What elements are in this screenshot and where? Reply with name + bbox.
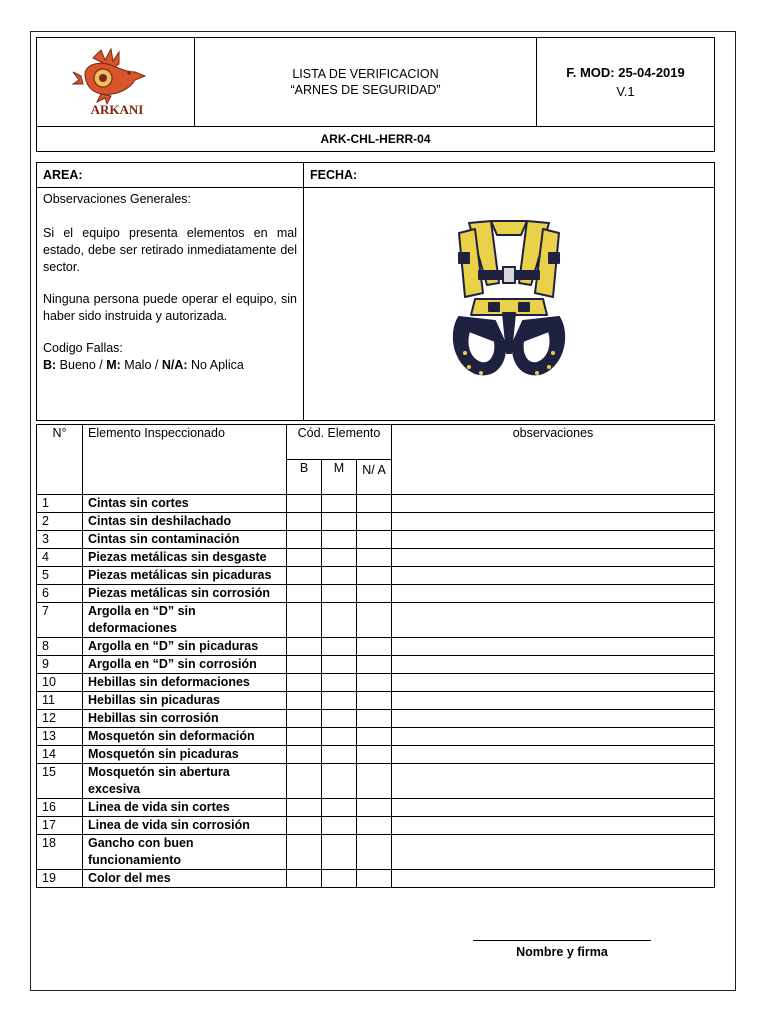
- row-element: Argolla en “D” sin corrosión: [83, 656, 287, 674]
- row-b-cell[interactable]: [287, 567, 322, 585]
- col-header-na: N/ A: [357, 460, 392, 495]
- row-element: Piezas metálicas sin picaduras: [83, 567, 287, 585]
- row-m-cell[interactable]: [322, 728, 357, 746]
- table-row: [37, 692, 715, 710]
- row-element: Linea de vida sin corrosión: [83, 817, 287, 835]
- row-m-cell[interactable]: [322, 513, 357, 531]
- row-b-cell[interactable]: [287, 799, 322, 817]
- row-m-cell[interactable]: [322, 835, 357, 870]
- row-na-cell[interactable]: [357, 567, 392, 585]
- signature-block: [472, 940, 652, 959]
- row-element: Argolla en “D” sin deformaciones: [83, 603, 287, 638]
- row-observations-cell[interactable]: [392, 870, 715, 888]
- row-element: Mosquetón sin abertura excesiva: [83, 764, 287, 799]
- row-number: 3: [37, 531, 83, 549]
- row-element: Piezas metálicas sin corrosión: [83, 585, 287, 603]
- row-na-cell[interactable]: [357, 531, 392, 549]
- row-m-cell[interactable]: [322, 710, 357, 728]
- code-b-text: Bueno /: [56, 358, 107, 372]
- row-m-cell[interactable]: [322, 746, 357, 764]
- table-row: [37, 674, 715, 692]
- row-m-cell[interactable]: [322, 656, 357, 674]
- table-row: [37, 513, 715, 531]
- observation-paragraph-1: Si el equipo presenta elementos en mal estado, debe ser retirado inmediatamente del sector.: [43, 226, 297, 274]
- fecha-label: FECHA:: [310, 168, 358, 182]
- row-observations-cell[interactable]: [392, 603, 715, 638]
- row-na-cell[interactable]: [357, 692, 392, 710]
- row-na-cell[interactable]: [357, 835, 392, 870]
- row-b-cell[interactable]: [287, 817, 322, 835]
- row-na-cell[interactable]: [357, 710, 392, 728]
- row-number: 4: [37, 549, 83, 567]
- col-header-code: Cód. Elemento: [287, 425, 392, 460]
- row-number: 14: [37, 746, 83, 764]
- row-na-cell[interactable]: [357, 674, 392, 692]
- row-number: 15: [37, 764, 83, 799]
- row-element: Hebillas sin corrosión: [83, 710, 287, 728]
- table-row: [37, 531, 715, 549]
- table-row: [37, 549, 715, 567]
- row-element: Linea de vida sin cortes: [83, 799, 287, 817]
- row-na-cell[interactable]: [357, 638, 392, 656]
- col-header-b: B: [287, 460, 322, 495]
- row-number: 12: [37, 710, 83, 728]
- row-b-cell[interactable]: [287, 728, 322, 746]
- table-row: [37, 799, 715, 817]
- row-na-cell[interactable]: [357, 585, 392, 603]
- version: V.1: [616, 84, 635, 99]
- row-b-cell[interactable]: [287, 549, 322, 567]
- row-m-cell[interactable]: [322, 638, 357, 656]
- table-row: [37, 870, 715, 888]
- row-b-cell[interactable]: [287, 674, 322, 692]
- document-code: ARK-CHL-HERR-04: [37, 127, 715, 152]
- table-row: [37, 656, 715, 674]
- row-number: 10: [37, 674, 83, 692]
- row-observations-cell[interactable]: [392, 674, 715, 692]
- row-number: 5: [37, 567, 83, 585]
- row-m-cell[interactable]: [322, 495, 357, 513]
- row-b-cell[interactable]: [287, 585, 322, 603]
- row-element: Mosquetón sin picaduras: [83, 746, 287, 764]
- row-number: 18: [37, 835, 83, 870]
- info-table: [36, 162, 715, 421]
- row-na-cell[interactable]: [357, 549, 392, 567]
- row-b-cell[interactable]: [287, 710, 322, 728]
- document-title: [195, 38, 537, 127]
- row-na-cell[interactable]: [357, 513, 392, 531]
- row-observations-cell[interactable]: [392, 835, 715, 870]
- fault-codes-legend: [43, 357, 297, 374]
- row-b-cell[interactable]: [287, 870, 322, 888]
- row-element: Color del mes: [83, 870, 287, 888]
- observations-title: Observaciones Generales:: [43, 192, 191, 206]
- modification-date: F. MOD: 25-04-2019: [566, 65, 685, 80]
- row-observations-cell[interactable]: [392, 799, 715, 817]
- row-number: 1: [37, 495, 83, 513]
- row-m-cell[interactable]: [322, 870, 357, 888]
- row-m-cell[interactable]: [322, 799, 357, 817]
- row-number: 8: [37, 638, 83, 656]
- row-m-cell[interactable]: [322, 603, 357, 638]
- code-na: N/A:: [161, 358, 188, 372]
- code-na-text: No Aplica: [187, 358, 244, 372]
- row-element: Argolla en “D” sin picaduras: [83, 638, 287, 656]
- row-element: Hebillas sin deformaciones: [83, 674, 287, 692]
- row-b-cell[interactable]: [287, 692, 322, 710]
- row-observations-cell[interactable]: [392, 638, 715, 656]
- area-field[interactable]: [37, 163, 304, 188]
- row-number: 7: [37, 603, 83, 638]
- row-na-cell[interactable]: [357, 603, 392, 638]
- header-table: [36, 37, 715, 152]
- row-m-cell[interactable]: [322, 692, 357, 710]
- row-observations-cell[interactable]: [392, 817, 715, 835]
- table-row: [37, 817, 715, 835]
- code-b: B:: [43, 358, 57, 372]
- row-observations-cell[interactable]: [392, 495, 715, 513]
- table-row: [37, 746, 715, 764]
- row-m-cell[interactable]: [322, 674, 357, 692]
- table-row: [37, 567, 715, 585]
- row-observations-cell[interactable]: [392, 549, 715, 567]
- company-logo-cell: [37, 38, 195, 127]
- row-b-cell[interactable]: [287, 513, 322, 531]
- row-b-cell[interactable]: [287, 495, 322, 513]
- row-observations-cell[interactable]: [392, 746, 715, 764]
- col-header-element: Elemento Inspeccionado: [83, 425, 287, 495]
- table-row: [37, 585, 715, 603]
- table-row: [37, 495, 715, 513]
- row-b-cell[interactable]: [287, 638, 322, 656]
- row-b-cell[interactable]: [287, 835, 322, 870]
- row-b-cell[interactable]: [287, 656, 322, 674]
- row-na-cell[interactable]: [357, 764, 392, 799]
- row-na-cell[interactable]: [357, 656, 392, 674]
- row-b-cell[interactable]: [287, 764, 322, 799]
- row-na-cell[interactable]: [357, 817, 392, 835]
- fecha-field[interactable]: [304, 163, 715, 188]
- row-m-cell[interactable]: [322, 549, 357, 567]
- row-element: Cintas sin deshilachado: [83, 513, 287, 531]
- title-line-1: LISTA DE VERIFICACION: [292, 67, 439, 81]
- code-m-text: Malo /: [120, 358, 162, 372]
- col-header-observations: observaciones: [392, 425, 715, 495]
- bird-logo-icon: [71, 46, 161, 116]
- row-number: 11: [37, 692, 83, 710]
- table-row: [37, 835, 715, 870]
- row-observations-cell[interactable]: [392, 567, 715, 585]
- title-line-2: “ARNES DE SEGURIDAD”: [290, 83, 441, 97]
- revision-cell: [537, 38, 715, 127]
- observation-paragraph-2: Ninguna persona puede operar el equipo, sin haber sido instruida y autorizada.: [43, 292, 297, 323]
- row-na-cell[interactable]: [357, 728, 392, 746]
- row-observations-cell[interactable]: [392, 585, 715, 603]
- code-m: M:: [106, 358, 121, 372]
- row-element: Hebillas sin picaduras: [83, 692, 287, 710]
- row-observations-cell[interactable]: [392, 728, 715, 746]
- company-name: ARKANI: [90, 101, 143, 116]
- row-element: Mosquetón sin deformación: [83, 728, 287, 746]
- row-b-cell[interactable]: [287, 746, 322, 764]
- row-number: 17: [37, 817, 83, 835]
- row-element: Cintas sin contaminación: [83, 531, 287, 549]
- table-row: [37, 603, 715, 638]
- row-na-cell[interactable]: [357, 799, 392, 817]
- table-row: [37, 728, 715, 746]
- row-element: Piezas metálicas sin desgaste: [83, 549, 287, 567]
- row-number: 13: [37, 728, 83, 746]
- row-element: Gancho con buen funcionamiento: [83, 835, 287, 870]
- area-label: AREA:: [43, 168, 83, 182]
- row-na-cell[interactable]: [357, 870, 392, 888]
- row-b-cell[interactable]: [287, 531, 322, 549]
- row-m-cell[interactable]: [322, 764, 357, 799]
- fault-codes-title: Codigo Fallas:: [43, 341, 123, 355]
- row-na-cell[interactable]: [357, 495, 392, 513]
- row-observations-cell[interactable]: [392, 764, 715, 799]
- row-m-cell[interactable]: [322, 585, 357, 603]
- row-na-cell[interactable]: [357, 746, 392, 764]
- signature-line[interactable]: [473, 940, 651, 941]
- row-observations-cell[interactable]: [392, 692, 715, 710]
- row-m-cell[interactable]: [322, 567, 357, 585]
- table-row: [37, 764, 715, 799]
- row-number: 16: [37, 799, 83, 817]
- safety-harness-image: [429, 213, 589, 393]
- signature-label: Nombre y firma: [516, 945, 608, 959]
- row-element: Cintas sin cortes: [83, 495, 287, 513]
- general-observations: [37, 188, 304, 421]
- harness-image-cell: [304, 188, 715, 421]
- row-number: 6: [37, 585, 83, 603]
- row-observations-cell[interactable]: [392, 710, 715, 728]
- row-number: 19: [37, 870, 83, 888]
- table-row: [37, 710, 715, 728]
- row-observations-cell[interactable]: [392, 656, 715, 674]
- row-observations-cell[interactable]: [392, 513, 715, 531]
- row-m-cell[interactable]: [322, 817, 357, 835]
- row-m-cell[interactable]: [322, 531, 357, 549]
- table-row: [37, 638, 715, 656]
- row-observations-cell[interactable]: [392, 531, 715, 549]
- col-header-m: M: [322, 460, 357, 495]
- row-number: 2: [37, 513, 83, 531]
- col-header-number: N°: [37, 425, 83, 495]
- row-number: 9: [37, 656, 83, 674]
- inspection-table: [36, 424, 715, 888]
- row-b-cell[interactable]: [287, 603, 322, 638]
